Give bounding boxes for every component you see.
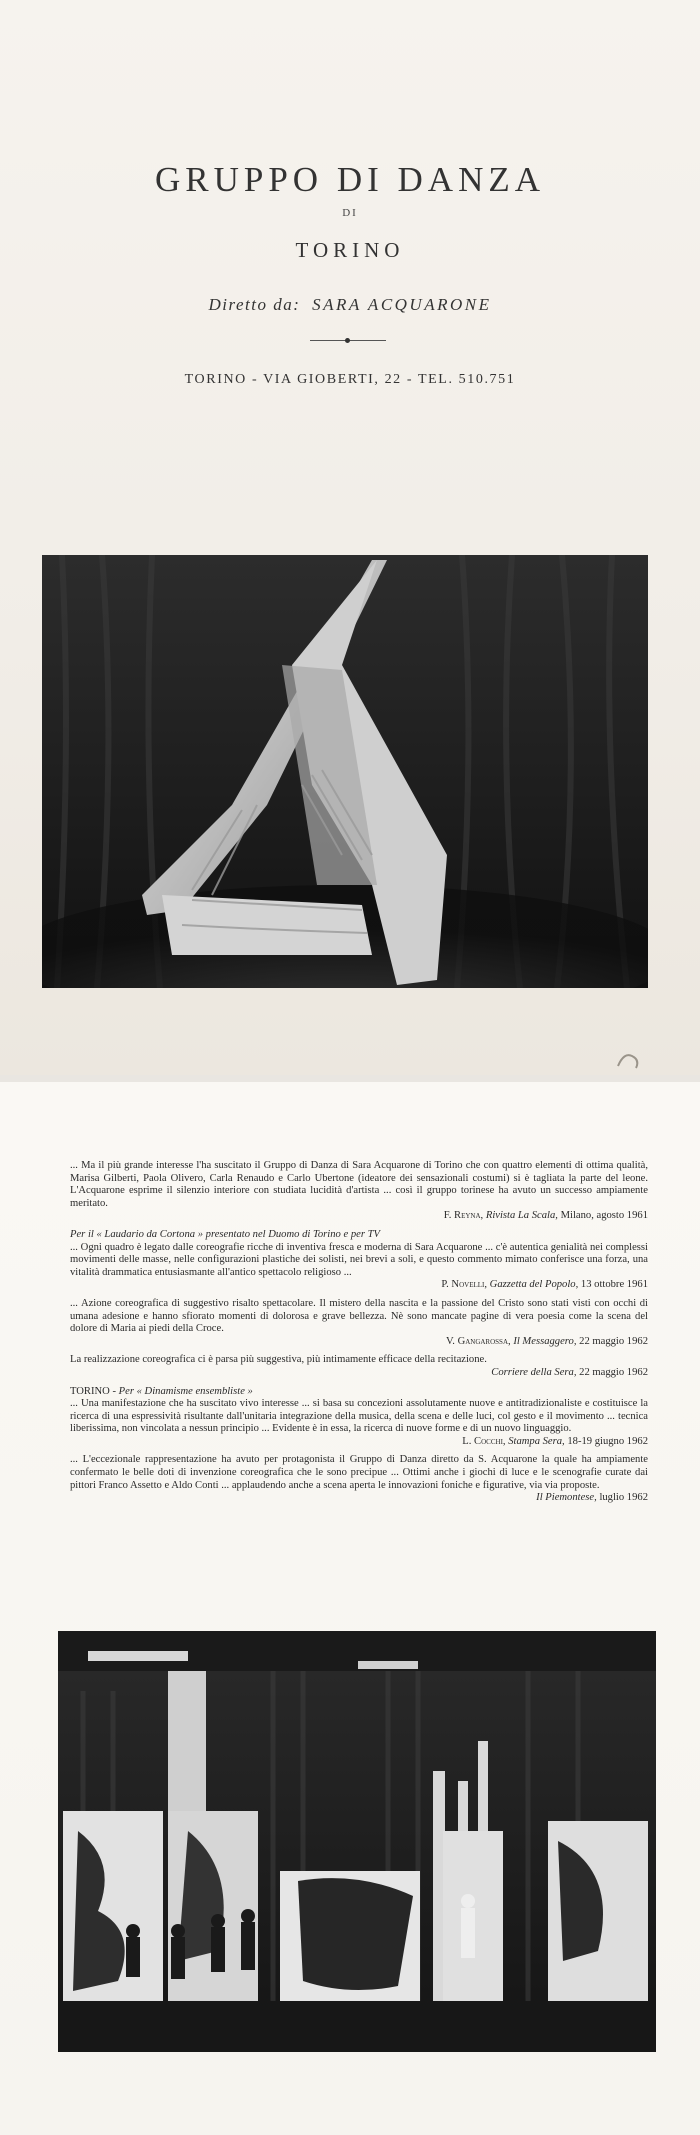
review-source: V. Gangarossa, Il Messaggero, 22 maggio 1962 — [445, 1335, 648, 1347]
stage-performance-photo — [58, 1631, 656, 2052]
review-text: ... Azione coreografica di suggestivo risalto spettacolare. Il mistero della nascita e la passione del Cristo sono stati visti con occhi di umana adesione e hanno sfiorato momenti di dolorosa e grave bellezza. Nè sono mancate pagine di vera poesia come la scena del dolore di Maria ai piedi della Croce. — [70, 1297, 648, 1335]
review-source: Il Piemontese, luglio 1962 — [536, 1492, 648, 1504]
review-text: ... Ogni quadro è legato dalle coreografie ricche di inventiva fresca e moderna di Sara Acquarone ... c'è autentica genialità nei complessi movimenti delle masse, nelle configurazioni plastiche dei solisti, nei brevi a soli, e questo commento mimato conferisce una forza, una vitalità drammatica entusiasmante all'antico spettacolo religioso ... — [70, 1241, 648, 1278]
press-reviews — [70, 1160, 648, 1511]
review-item — [70, 1386, 648, 1449]
ornamental-divider — [310, 338, 386, 344]
title-preposition: DI — [342, 207, 358, 219]
review-item — [70, 1298, 648, 1348]
review-item — [70, 1454, 648, 1504]
review-context: TORINO - Per « Dinamisme ensembliste » — [70, 1385, 253, 1397]
review-source: F. Reyna, Rivista La Scala, Milano, agosto 1961 — [443, 1210, 648, 1222]
review-source: P. Novelli, Gazzetta del Popolo, 13 ottobre 1961 — [441, 1279, 648, 1291]
contact-address: TORINO - VIA GIOBERTI, 22 - TEL. 510.751 — [184, 372, 516, 387]
review-item — [70, 1160, 648, 1223]
page-corner-smudge — [614, 1048, 644, 1070]
group-title: GRUPPO DI DANZA — [154, 160, 546, 199]
director-label: Diretto da: — [208, 295, 301, 314]
dancer-drapery-image — [42, 555, 648, 988]
review-item — [70, 1229, 648, 1292]
review-text: ... Una manifestazione che ha suscitato vivo interesse ... si basa su concezioni assolutamente nuove e antitradizionaliste e costituisce la ricerca di una espressività risultante dall'unitaria integrazione della musica, della scena e delle luci, col gesto e il movimento ... tecnica liberissima, non vincolata a nessun principio ... Evidente è in essa, la ricerca di nuove forme e di un nuovo linguaggio. — [70, 1398, 648, 1435]
review-source: Corriere della Sera, 22 maggio 1962 — [491, 1366, 648, 1378]
review-item — [70, 1354, 648, 1379]
dancer-drapery-photo — [42, 555, 648, 988]
review-text: La realizzazione coreografica ci è parsa più suggestiva, più intimamente efficace della recitazione. — [70, 1354, 487, 1366]
director-name: SARA ACQUARONE — [312, 295, 492, 314]
review-text: ... Ma il più grande interesse l'ha suscitato il Gruppo di Danza di Sara Acquarone di Torino che con quattro elementi di ottima qualità, Marisa Gilberti, Paola Olivero, Carla Renaudo e Carlo Ubertone (ideatore dei sensazionali costumi) si è tagliata la parte del leone. L'Acquarone esprime il silenzio interiore con studiata lucidità d'artista ... così il gruppo torinese ha avuto un successo ampiamente meritato. — [70, 1160, 648, 1209]
city-name: TORINO — [295, 238, 405, 262]
director-line — [0, 295, 700, 315]
review-source: L. Cocchi, Stampa Sera, 18-19 giugno 1962 — [462, 1435, 648, 1447]
review-context: Per il « Laudario da Cortona » presentato nel Duomo di Torino e per TV — [70, 1228, 380, 1240]
stage-scene-image — [58, 1631, 656, 2052]
review-text: ... L'eccezionale rappresentazione ha avuto per protagonista il Gruppo di Danza diretto da S. Acquarone la quale ha ampiamente confermato le belle doti di invenzione coreografica che le sono precipue ... Ottimi anche i giochi di luce e le scenografie curate dai pittori Franco Assetto e Aldo Conti ... applaudendo anche a scena aperta le innovazioni foniche e figurative, via via proposte. — [70, 1454, 648, 1491]
